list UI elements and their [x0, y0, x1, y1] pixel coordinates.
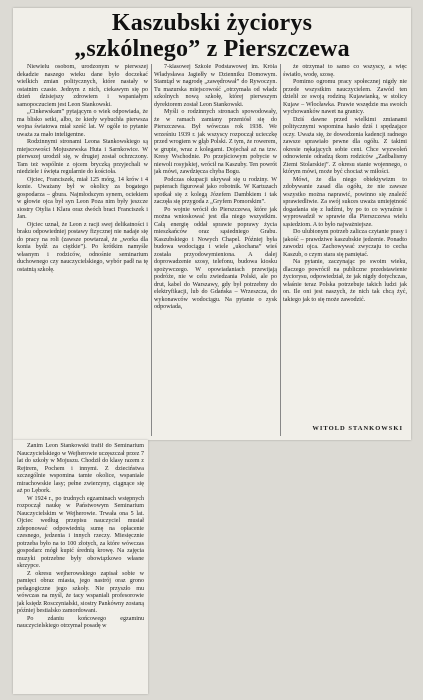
- newspaper-clipping: [13, 8, 411, 440]
- paragraph: Ojciec uznał, że Leon z racji swej delikatności i braku odpowiedniej postawy fizycznej nie nadaje się do pracy na roli (zawsze powtarzał, że „worka dla konia bydź za ciężkie”). Po krótkim namyśle własnym i rodziców, odnośnie seminarium duchownego czy nauczycielskiego, wybór padł na tę ostatnią szkołę.: [17, 221, 148, 273]
- column-divider: [280, 64, 281, 436]
- paragraph: Mówi, że dla niego obiektywizm to zdobywanie zasad dla ogółu, że nie zawsze wszystko można naprawić, powinno się znaleźć sprawiedliwie. Za swój sukces uważa umiejętność dogadania się z ludźmi, by po to co wyraźnie i wyprowadził w sprawie dla Pierszczewa wielu sąsiedziom. A to było najważniejsze.: [283, 176, 407, 228]
- paragraph: Z okresu wejherowskiego zapisał sobie w pamięci obraz miasta, jego nastrój oraz grono pedagogiczne jego szkoły. Nie przyszło mu wówczas na myśl, że tacy wspaniali profesorowie jak księdz Rosczyniałski, siostry Pankówny zostaną później bestialsko zamordowani.: [17, 570, 144, 614]
- author-byline: WITOLD STANKOWSKI: [312, 425, 403, 432]
- paragraph: Podczas okupacji ukrywał się u rodziny. W papierach figurował jako robotnik. W Kartuzach spotkał się z kolegą Józefem Dambkiem i tak zaczęła się przygoda z „Gryfem Pomorskim”.: [154, 176, 277, 205]
- article-column-1-continued: [17, 443, 144, 692]
- paragraph: Zanim Leon Stankowski trafił do Seminarium Nauczycielskiego w Wejherowie uczęszczał przez 7 lat do szkoły w Mojuszu. Chodził do klasy razem z Rejtrem, Pochem i innymi. Z dzieciństwa szczególnie wspomina tamte okolice, wspaniale mirachowskie lasy; pełne zwierzyny, ciągnące się aż po Lębork.: [17, 443, 144, 494]
- article-column-2: [154, 64, 277, 436]
- paragraph: Po zdaniu końcowego egzaminu nauczycielskiego otrzymał posadę w: [17, 615, 144, 629]
- column-divider: [151, 64, 152, 436]
- newspaper-clipping-continuation: [13, 440, 148, 694]
- headline-line-1: Kaszubski życiorys: [111, 10, 313, 36]
- headline-line-2: „szkólnego” z Pierszczewa: [74, 36, 350, 62]
- paragraph: W 1924 r., po trudnych egzaminach wstępnych rozpoczął naukę w Państwowym Seminarium Nauczycielskim w Wejherowie. Trwała ona 5 lat. Ojciec według przepisu nauczyciel musiał zdeponować odpowiednią sumę na opłacenie czesnego, jedzenia i innych rzeczy. Miesięcznie potrzeba było na to 100 złotych, za które wówczas gospodarz mógł kupić średnią krowę. Na zajęcia muzyki potrzebne były obowiązkowo własne skrzypce.: [17, 495, 144, 569]
- paragraph: Ojciec, Franciszek, miał 125 mórg, 14 krów i 4 konie. Uważany był w okolicy za bogatego gospodarza – gbura. Najmłodszym synem, ociekiem w głowie ojca był syn Leon Poza nim były jeszcze siostry Otylia i Klara oraz dwóch braci Franciszek i Jan.: [17, 176, 148, 220]
- paragraph: Do ulubionym potrzeb zalicza czytanie prasy i jakość – prawdziwe kaszubskie jedzenie. Ponadto zawodzi ojca. Zachowywać zwyczaju to cecha Kaszub, o czym stara się pamiętać.: [283, 229, 407, 258]
- paragraph: Dziś dawne przed wielkimi zmianami politycznymi wspomina hasło dziś i spędzające oczy. Uważa się, że dowodzenia kadencji radnego zawsze sprawiało pewne dla ogółu. Z takimi okresie nękających sobie ceni. Chce wyzwoleń odnowienie odradzą tkom rodziców „Zadbalismy Ziemi Stolarskiej”. Z okresu stanie wojennego, o którym mówi, może być chociaż w miłości.: [283, 116, 407, 175]
- paragraph: „Cinkewskam” pytającym o wiek odpowiada, że ma blisko setki, albo, że kiedy wybuchła pierwsza wojna światowa miał sześć lat. W ogóle to pytanie uważa za mało inteligentne.: [17, 109, 148, 138]
- article-column-3: [283, 64, 407, 436]
- paragraph: Niewielu osobom, urodzonym w pierwszej dekadzie naszego wieku dane było doczekać wielkich zmian politycznych, które nastały w ostatnim czasie. Jednym z nich, ciekawym się po dzień dzisiejszy zdrowiem i wspaniałym samopoczuciem jest Leon Stankowski.: [17, 64, 148, 108]
- paragraph: Myśli o rodzinnych stronach spowodowały, że w ramach zamiany przeniósł się do Pierszczewa. Był wówczas rok 1938. We wrześniu 1939 r. jak wszyscy rozpoczął ucieczkę przed wrogiem w głąb Polski. Z tym, że rowerem, w grupie, wraz z kolegami. Dojechał aż na tzw. Kresy Wschodnie. Po przejściowym pobycie w niewoli rosyjskiej, wrócił na Kaszuby. Ten powrót jak mówi, zawdzięcza chyba Bogu.: [154, 109, 277, 175]
- paragraph: Po wojnie wrócił do Pierszczewa, które jak można wnioskować jest dla niego wszystkim. Całą energię oddał sprawie poprawy życia mieszkańców oraz sąsiedniego Grabu. Kaszubskiego i Nowych Chapel. Później była budowa wodociągu i wiele „ukochana” wieś została przyodowymieniona. A dalej doprowadzenie szosy, telefonu, budowa kiosku spożywczego. W opowiadaniach przewijają podróże, nie w celu zwiedzania Polski, ale po drut, kabel do Warszawy, gdy był potrzebny do elektryfikacji, lub do Gdańska – Wrzeszcza, do wykonawców wodociągu. Na pytanie o zysk odpowiada,: [154, 206, 277, 310]
- paragraph: że otrzymał to samo co wszyscy, a więc światło, wodę, szosę.: [283, 64, 407, 78]
- paragraph: Na pytanie, zaczynając po swoim wieku, dlaczego powrócił na publiczne przedstawienie życiorysu, odpowiedział, że jak nigdy dotychczas, właśnie teraz Polska potrzebuje takich ludzi jak on. Ile oni jest naszych, że nich tak chcą żyć, takiego jak to się może zawodzić.: [283, 259, 407, 303]
- paragraph: Pomimo ogromu pracy społecznej nigdy nie przede wszystkim nauczycielem. Zawód ten dzielił ze swoją rodziną Kujawianką, w stolicy Kujaw – Włocławka. Prawie wszędzie ma swoich wychowanków nawet na granicy.: [283, 79, 407, 115]
- article-columns: [17, 64, 407, 436]
- paragraph: Rodzinnymi stronami Leona Stankowskiego są miejscowości Mojuszewska Huta i Sarnkowice. W pierwszej urodził się, w drugiej został ochrzczony. Tam też wspólnie z ojcem bryczką przyjechali w niedziele i święta regularnie do kościoła.: [17, 139, 148, 175]
- article-column-1: [17, 64, 148, 436]
- paragraph: 7-klasowej Szkole Podstawowej im. Króla Władysława Jagiełły w Dzienniku Domowym. Stamtąd w nagrodę „zawędrował” do Rywoczyn. Tu mazurska miejscowość „otrzymała od władz szkolnych nową szkołę, której pierwszym dyrektorem został Leon Stankowski.: [154, 64, 277, 108]
